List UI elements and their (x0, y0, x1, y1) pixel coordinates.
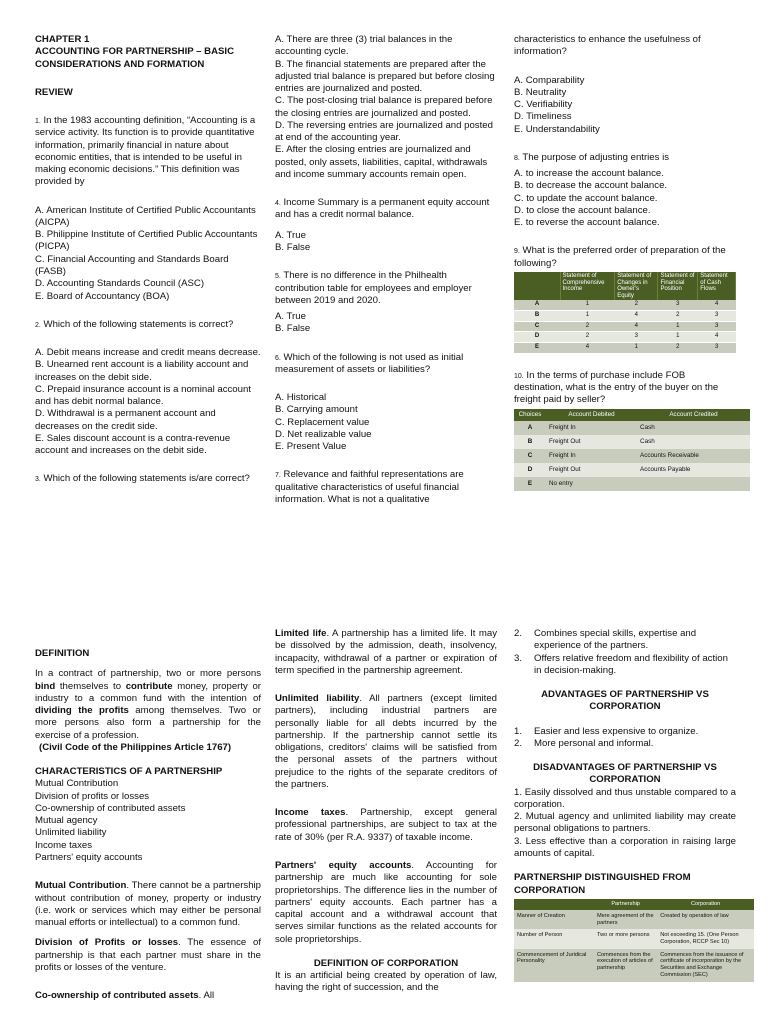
choice: B. Unearned rent account is a liability account and increases on the debit side. (35, 359, 249, 383)
list-text: Offers relative freedom and flexibility of action in decision-making. (534, 652, 728, 676)
definition-heading: DEFINITION (35, 648, 90, 659)
table-cell: No entry (546, 477, 637, 491)
question-8-choices (514, 168, 736, 229)
table-cell: 1 (560, 311, 615, 322)
table-header: Corporation (657, 899, 754, 910)
table-cell: Manner of Creation (514, 910, 594, 929)
table-header: Statement of Cash Flows (698, 272, 736, 300)
choice: B. False (275, 323, 311, 335)
question-number: 1. (35, 118, 41, 126)
table-cell: Freight In (546, 449, 637, 463)
table-cell: 3 (698, 321, 736, 332)
question-text: Relevance and faithful representations are qualitative characteristics of useful financial information. What is not a qualitative (275, 469, 464, 505)
table-cell: B (514, 435, 546, 449)
corporation-heading: DEFINITION OF CORPORATION (313, 957, 459, 969)
choice: E. After the closing entries are journalized and posted, only assets, liabilities, capital, withdrawals and income summary accounts remain open. (275, 144, 488, 180)
list-text: Easier and less expensive to organize. (534, 725, 699, 737)
definition-emphasis: bind (35, 680, 56, 692)
table-cell: Freight Out (546, 435, 637, 449)
question-number: 6. (275, 354, 281, 362)
choice: C. to update the account balance. (514, 192, 658, 204)
choice: B. to decrease the account balance. (514, 180, 668, 192)
question-number: 4. (275, 200, 281, 208)
bottom-column-2 (275, 628, 497, 995)
question-3 (35, 473, 261, 485)
advantages-list (514, 726, 736, 751)
choice: D. to close the account balance. (514, 204, 651, 216)
definition-text: money, property or industry to a common fund with the intention of (35, 680, 261, 704)
page-top (0, 34, 768, 594)
list-item (514, 628, 736, 653)
definition-emphasis: contribute (125, 680, 173, 692)
advantages-heading: ADVANTAGES OF PARTNERSHIP VS CORPORATION (541, 689, 709, 713)
list-number: 1. (514, 725, 523, 737)
disadvantages-list (514, 787, 736, 861)
definition-text: In a contract of partnership, two or more persons (35, 668, 261, 680)
question-8 (514, 152, 736, 164)
table-row (514, 949, 754, 982)
choice: A. to increase the account balance. (514, 168, 664, 180)
choice: A. True (275, 311, 306, 323)
choice: B. Carrying amount (275, 404, 358, 416)
chapter-label: CHAPTER 1 (35, 34, 90, 45)
choice: E. Present Value (275, 441, 347, 453)
question-2 (35, 319, 261, 331)
co-ownership-paragraph (35, 990, 261, 1002)
paragraph-title: Division of Profits or losses (35, 937, 179, 949)
chapter-title: ACCOUNTING FOR PARTNERSHIP – BASIC CONSIDERATIONS AND FORMATION (35, 46, 234, 70)
table-cell: 4 (615, 321, 658, 332)
list-item: Unlimited liability (35, 827, 107, 839)
choice: A. Historical (275, 392, 327, 404)
table-cell: 3 (615, 332, 658, 343)
paragraph-title: Unlimited liability (275, 693, 360, 705)
table-header-row (514, 272, 736, 300)
definition-text: themselves to (55, 680, 126, 692)
choice: A. There are three (3) trial balances in the accounting cycle. (275, 34, 453, 58)
table-cell: Two or more persons (594, 929, 657, 948)
paragraph-title: Partners' equity accounts (275, 859, 412, 871)
definition-text: among themselves. Two or more persons also form a partnership for the exercise of a profession. (35, 705, 262, 741)
table-cell: Commencement of Juridical Personality (514, 949, 594, 982)
list-text: More personal and informal. (534, 737, 654, 749)
question-number: 9. (514, 248, 520, 256)
table-cell: A (514, 300, 560, 310)
table-cell: Accounts Payable (637, 463, 750, 477)
bottom-column-3 (514, 628, 744, 982)
table-header: Partnership (594, 899, 657, 910)
partnership-vs-corporation-table (514, 899, 754, 982)
table-cell: A (514, 421, 546, 435)
table-row (514, 477, 750, 491)
table-cell: 2 (560, 321, 615, 332)
table-header: Choices (514, 409, 546, 421)
table-cell: 1 (658, 321, 698, 332)
question-number: 2. (35, 321, 41, 329)
choice: E. Sales discount account is a contra-revenue account and increases on the debit side. (35, 432, 231, 457)
review-heading: REVIEW (35, 86, 73, 98)
list-number: 2. (514, 737, 523, 749)
list-item: Mutual agency (35, 815, 98, 827)
choice: B. The financial statements are prepared after the adjusted trial balance is prepared but before closing entries are journalized and posted. (275, 58, 495, 95)
choice: E. Board of Accountancy (BOA) (35, 290, 170, 302)
question-number: 8. (514, 154, 520, 162)
limited-life-paragraph (275, 628, 497, 677)
paragraph-title: Income taxes (275, 807, 346, 819)
top-column-3 (514, 34, 736, 491)
characteristics-heading: CHARACTERISTICS OF A PARTNERSHIP (35, 766, 223, 778)
table-cell: 4 (615, 311, 658, 322)
definition-source: (Civil Code of the Philippines Article 1767) (39, 741, 232, 753)
question-6 (275, 352, 497, 377)
question-text: What is the preferred order of preparation of the following? (514, 245, 726, 269)
table-cell: Freight In (546, 421, 637, 435)
choice: D. The reversing entries are journalized and posted at end of the accounting year. (275, 119, 493, 144)
table-cell: 2 (560, 332, 615, 343)
definition-paragraph (35, 668, 261, 742)
list-item: 1. Easily dissolved and thus unstable compared to a corporation. (514, 786, 736, 810)
question-number: 7. (275, 472, 281, 480)
choice: C. Financial Accounting and Standards Board (FASB) (35, 253, 229, 277)
choice: B. Philippine Institute of Certified Public Accountants (PICPA) (35, 229, 258, 253)
table-header (514, 899, 594, 910)
table-row (514, 300, 736, 310)
question-text: The purpose of adjusting entries is (519, 151, 669, 163)
table-header-row (514, 899, 754, 910)
choice: C. Prepaid insurance account is a nominal account and has debit normal balance. (35, 383, 251, 408)
choice: C. Replacement value (275, 416, 370, 428)
list-number: 3. (514, 652, 523, 664)
list-item (514, 738, 736, 750)
question-text: There is no difference in the Philhealth contribution table for employees and employer between 2019 and 2020. (275, 270, 472, 306)
list-text: Combines special skills, expertise and experience of the partners. (534, 628, 697, 652)
table-row (514, 929, 754, 948)
paragraph-text: . All (198, 990, 215, 1002)
paragraph-text: . Partnership, except general professional partnerships, are subject to tax at the rate of 30% (per R.A. 9337) of taxable income. (275, 807, 497, 843)
question-6-choices (275, 392, 497, 453)
table-cell: Accounts Receivable (637, 449, 750, 463)
question-5 (275, 270, 497, 307)
bottom-column-1 (35, 648, 261, 1002)
table-cell: Number of Person (514, 929, 594, 948)
table-cell: Freight Out (546, 463, 637, 477)
equity-accounts-paragraph (275, 860, 497, 946)
question-1-choices (35, 205, 261, 303)
definition-emphasis: dividing the profits (35, 705, 129, 717)
list-item: 3. Less effective than a corporation in raising large amounts of capital. (514, 835, 736, 859)
question-10 (514, 370, 736, 407)
continued-list (514, 628, 736, 677)
fob-entry-table (514, 409, 750, 491)
choice: D. Timeliness (514, 111, 572, 123)
paragraph-text: . Accounting for partnership are much like accounting for sole proprietorships. The difference lies in the number of partners' equity accounts. Each partner has a capital account and a withdrawal account that serves similar functions as the related accounts for sole proprietorships. (275, 859, 497, 945)
question-3-choices (275, 34, 497, 181)
choice: E. Understandability (514, 123, 600, 135)
table-header: Statement of Changes in Owner's Equity (615, 272, 658, 300)
question-number: 10. (514, 372, 524, 380)
order-of-preparation-table (514, 272, 736, 354)
question-9 (514, 245, 736, 270)
list-item (514, 653, 736, 678)
disadvantages-heading: DISADVANTAGES OF PARTNERSHIP VS CORPORATION (533, 762, 717, 786)
choice: A. Comparability (514, 74, 585, 86)
list-item: Mutual Contribution (35, 778, 119, 790)
question-2-choices (35, 347, 261, 457)
paragraph-title: Co-ownership of contributed assets (35, 990, 199, 1002)
characteristics-list (35, 778, 261, 864)
table-cell: B (514, 311, 560, 322)
list-item: Co-ownership of contributed assets (35, 802, 186, 814)
question-number: 3. (35, 476, 41, 484)
unlimited-liability-paragraph (275, 693, 497, 791)
table-row (514, 321, 736, 332)
question-text: Which of the following statements is correct? (40, 318, 234, 330)
paragraph-text: . All partners (except limited partners), including industrial partners are personally liable for all debts incurred by the partnership. If the partnership cannot settle its obligations, creditors' claims will be satisfied from the personal assets of the partners without prejudice to the rights of the separate creditors of the partners. (275, 693, 497, 790)
table-cell: 2 (615, 300, 658, 310)
table-header-row (514, 409, 750, 421)
table-cell (637, 477, 750, 491)
choice: B. False (275, 241, 311, 253)
list-item: Division of profits or losses (35, 790, 150, 802)
table-cell: Commences from the issuance of certificate of incorporation by the Securities and Exchange Commission (SEC) (657, 949, 754, 982)
question-4 (275, 197, 497, 222)
table-cell: Commences from the execution of articles of partnership (594, 949, 657, 982)
question-5-choices (275, 311, 497, 336)
table-cell: 4 (698, 332, 736, 343)
table-row (514, 910, 754, 929)
table-cell: Cash (637, 435, 750, 449)
paragraph-title: Mutual Contribution (35, 880, 127, 892)
paragraph-title: Limited life (275, 628, 327, 639)
table-header (514, 272, 560, 300)
table-row (514, 311, 736, 322)
list-item: 2. Mutual agency and unlimited liability may create personal obligations to partners. (514, 811, 736, 835)
table-header: Statement of Comprehensive Income (560, 272, 615, 300)
choice: A. Debit means increase and credit means decrease. (35, 347, 261, 359)
question-text: Which of the following is not used as initial measurement of assets or liabilities? (275, 351, 464, 375)
question-text: In the 1983 accounting definition, “Accounting is a service activity. Its function is to provide quantitative information, primarily financial in nature about economic entities, that is intended to be useful in making economic decisions.” This definition was provided by (35, 115, 256, 188)
list-number: 2. (514, 628, 523, 639)
table-cell: 3 (698, 311, 736, 322)
table-cell: Not exceeding 15. (One Person Corporation, RCCP Sec 10) (657, 929, 754, 948)
table-row (514, 463, 750, 477)
question-7-continued: characteristics to enhance the usefulness of information? (514, 34, 701, 58)
table-cell: 1 (658, 332, 698, 343)
table-header: Statement of Financial Position (658, 272, 698, 300)
question-text: In the terms of purchase include FOB destination, what is the entry of the buyer on the freight paid by seller? (514, 369, 719, 406)
table-row (514, 435, 750, 449)
question-text: Income Summary is a permanent equity account and has a credit normal balance. (275, 197, 490, 221)
table-cell: Created by operation of law (657, 910, 754, 929)
table-row (514, 421, 750, 435)
division-paragraph (35, 937, 261, 974)
choice: D. Net realizable value (275, 428, 372, 440)
question-7-choices (514, 75, 736, 136)
paragraph-text: . There cannot be a partnership without contribution of money, property or industry (i.e. work or services which may either be personal manual efforts or intellectual) to a common fund. (35, 880, 261, 929)
choice: A. American Institute of Certified Public Accountants (AICPA) (35, 204, 256, 228)
table-row (514, 343, 736, 354)
table-cell: 1 (615, 343, 658, 354)
table-cell: Mere agreement of the partners (594, 910, 657, 929)
list-item: Partners' equity accounts (35, 851, 143, 863)
page-bottom (0, 628, 768, 1024)
corporation-definition: It is an artificial being created by operation of law, having the right of succession, and the (275, 970, 497, 994)
distinguished-heading: PARTNERSHIP DISTINGUISHED FROM CORPORATION (514, 872, 691, 896)
question-4-choices (275, 230, 497, 255)
paragraph-text: . A partnership has a limited life. It may be dissolved by the admission, death, insolvency, incapacity, withdrawal of a partner or expiration of term specified in the partnership agreement. (275, 628, 497, 676)
choice: D. Accounting Standards Council (ASC) (35, 278, 205, 290)
table-cell: 3 (698, 343, 736, 354)
choice: C. Verifiability (514, 99, 573, 111)
income-taxes-paragraph (275, 807, 497, 844)
table-row (514, 332, 736, 343)
table-cell: 2 (658, 311, 698, 322)
table-cell: C (514, 321, 560, 332)
question-text: Which of the following statements is/are correct? (40, 473, 250, 485)
table-cell: E (514, 343, 560, 354)
choice: B. Neutrality (514, 86, 567, 98)
table-cell: 1 (560, 300, 615, 310)
table-cell: 2 (658, 343, 698, 354)
table-header: Account Debited (546, 409, 637, 421)
list-item: Income taxes (35, 839, 93, 851)
table-header: Account Credited (637, 409, 750, 421)
table-cell: 3 (658, 300, 698, 310)
choice: A. True (275, 229, 306, 241)
top-column-2 (275, 34, 497, 506)
table-cell: Cash (637, 421, 750, 435)
top-column-1 (35, 34, 261, 486)
question-number: 5. (275, 273, 281, 281)
mutual-contribution-paragraph (35, 880, 261, 929)
table-cell: C (514, 449, 546, 463)
list-item (514, 726, 736, 738)
choice: C. The post-closing trial balance is prepared before the closing entries are journalized and posted. (275, 95, 493, 119)
question-7 (275, 469, 497, 506)
table-cell: E (514, 477, 546, 491)
choice: E. to reverse the account balance. (514, 217, 660, 229)
table-row (514, 449, 750, 463)
table-cell: 4 (560, 343, 615, 354)
paragraph-text: . The essence of partnership is that each partner must share in the profits or losses of the venture. (35, 937, 261, 973)
choice: D. Withdrawal is a permanent account and decreases on the credit side. (35, 408, 216, 432)
table-cell: D (514, 332, 560, 343)
table-cell: D (514, 463, 546, 477)
table-cell: 4 (698, 300, 736, 310)
question-1 (35, 115, 261, 189)
